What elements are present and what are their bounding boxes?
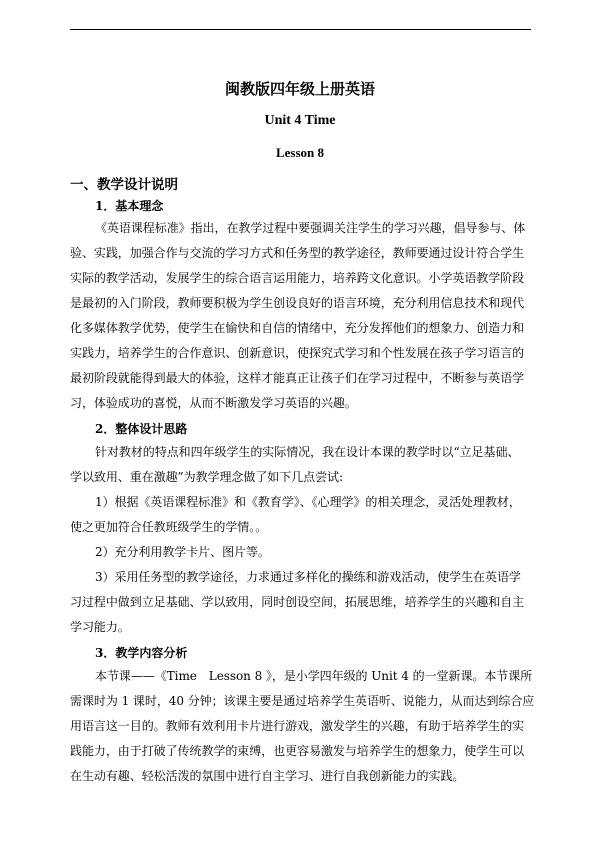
paragraph-line: 践能力，由于打破了传统教学的束缚，也更容易激发与培养学生的想象力，使学生可以 [70,744,525,758]
paragraph-line: 是最初的入门阶段，教师要积极为学生创设良好的语言环境，充分利用信息技术和现代 [70,296,525,310]
paragraph-line: 3）采用任务型的教学途径，力求通过多样化的操练和游戏活动，使学生在英语学 [95,570,521,584]
paragraph-line: 用语言这一目的。教师有效利用卡片进行游戏，激发学生的兴趣，有助于培养学生的实 [70,719,525,733]
subheading-content-analysis: 3．教学内容分析 [95,646,188,660]
paragraph-line: 本节课——《Time Lesson 8 》，是小学四年级的 Unit 4 的一堂新课。本节课所 [95,669,533,683]
paragraph-line: 验、实践，加强合作与交流的学习方式和任务型的教学途径，教师要通过设计符合学生 [70,246,525,260]
paragraph-line: 实践力，培养学生的合作意识、创新意识，使探究式学习和个性发展在孩子学习语言的 [70,346,525,360]
paragraph-line: 2）充分利用教学卡片、图片等。 [95,545,270,559]
paragraph-line: 最初阶段就能得到最大的体验，这样才能真正让孩子们在学习过程中，不断参与英语学 [70,371,525,385]
document-title: 闽教版四年级上册英语 [224,80,375,98]
paragraph-line: 在生动有趣、轻松活泼的氛围中进行自主学习、进行自我创新能力的实践。 [70,769,465,783]
header-rule [70,29,531,30]
paragraph-line: 学以致用、重在激趣”为教学理念做了如下几点尝试: [70,470,343,484]
unit-title: Unit 4 Time [264,113,336,128]
subheading-design-approach: 2．整体设计思路 [95,422,188,436]
section-heading: 一、教学设计说明 [70,177,178,193]
paragraph-line: 习过程中做到立足基础、学以致用，同时创设空间，拓展思维，培养学生的兴趣和自主 [70,595,525,609]
paragraph-line: 习，体验成功的喜悦，从而不断激发学习英语的兴趣。 [70,396,357,410]
paragraph-line: 1）根据《英语课程标准》和《教育学》、《心理学》的相关理念，灵活处理教材， [95,495,521,509]
paragraph-line: 学习能力。 [70,620,130,634]
paragraph-line: 实际的教学活动，发展学生的综合语言运用能力，培养跨文化意识。小学英语教学阶段 [70,271,525,285]
lesson-title: Lesson 8 [275,145,325,160]
paragraph-line: 《英语课程标准》指出，在教学过程中要强调关注学生的学习兴趣，倡导参与、体 [95,221,526,235]
paragraph-line: 需课时为 1 课时，40 分钟；该课主要是通过培养学生英语听、说能力，从而达到综合应 [70,694,535,708]
subheading-basic-philosophy: 1．基本理念 [95,199,164,213]
paragraph-line: 使之更加符合任教班级学生的学情。。 [70,520,268,534]
paragraph-line: 化多媒体教学优势，使学生在愉快和自信的情绪中，充分发挥他们的想象力、创造力和 [70,321,525,335]
paragraph-line: 针对教材的特点和四年级学生的实际情况，我在设计本课的教学时以“立足基础、 [95,445,520,459]
